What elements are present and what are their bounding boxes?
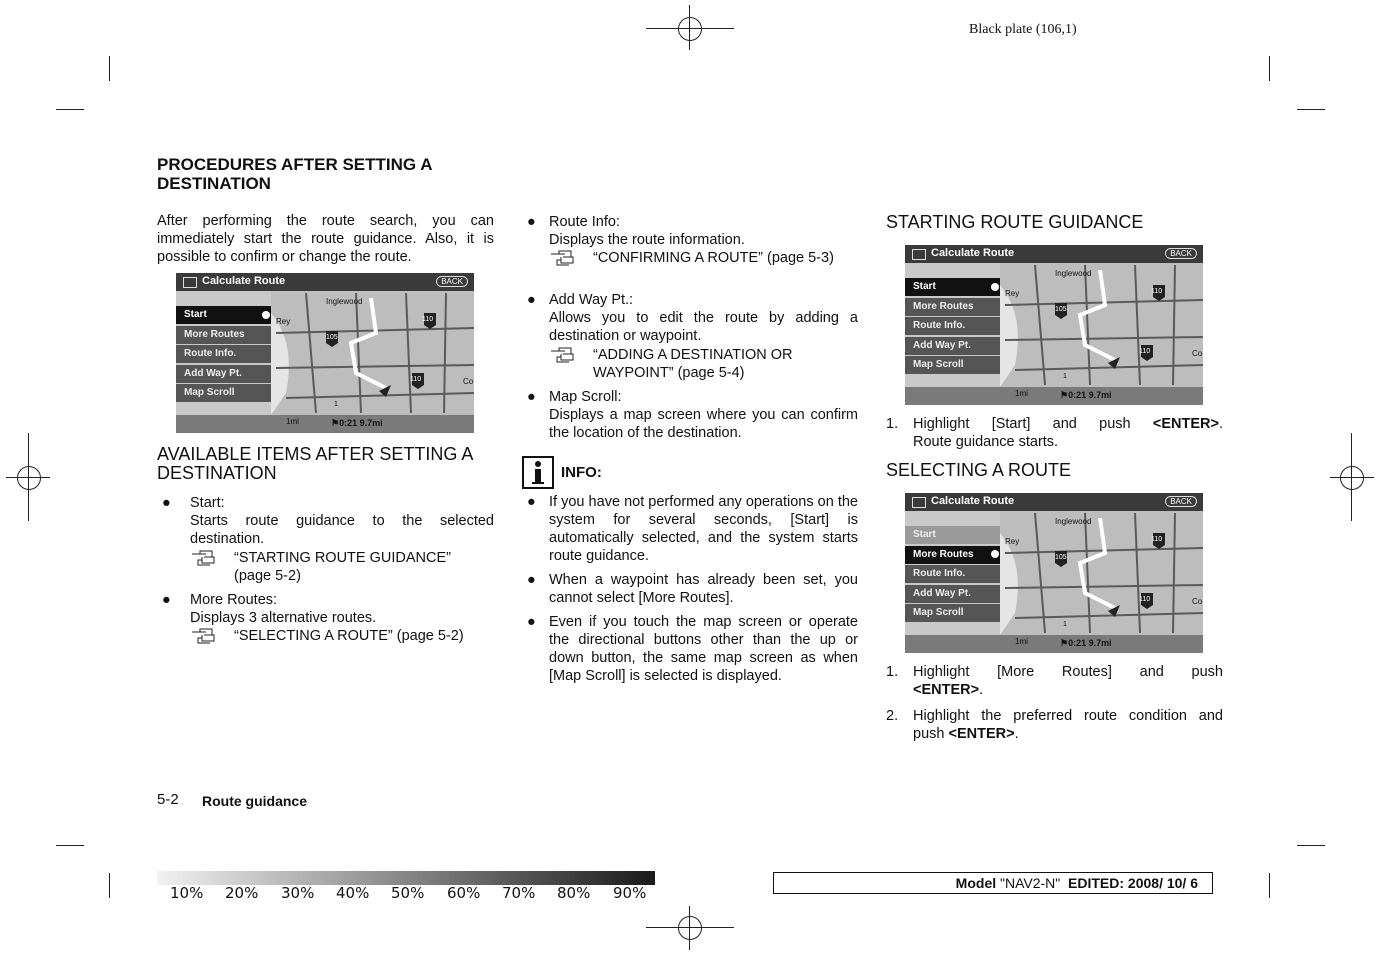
map-edge-label: Rey	[1005, 537, 1020, 546]
status-bar	[905, 387, 1203, 405]
percent-label: 70%	[502, 884, 536, 902]
step-prefix: push	[913, 726, 949, 742]
percent-label: 10%	[170, 884, 204, 902]
info-icon	[522, 456, 554, 489]
highway-shield: 110	[1139, 348, 1151, 355]
highway-shield: 110	[1151, 536, 1163, 543]
screen-menu	[905, 526, 1000, 624]
pointing-hand-icon	[549, 249, 579, 267]
enter-key: <ENTER>	[1152, 416, 1219, 432]
screen-title: Calculate Route	[931, 247, 1015, 259]
map-scale: 1mi	[1015, 389, 1028, 398]
screen-title: Calculate Route	[202, 275, 286, 287]
percent-label: 50%	[391, 884, 425, 902]
step-text	[913, 681, 983, 699]
pointing-hand-icon	[190, 627, 220, 645]
flag-icon: ⚑	[331, 418, 340, 428]
crop-mark	[56, 845, 84, 846]
step	[886, 707, 1223, 747]
status-bar	[905, 635, 1203, 653]
menu-item-route-info: Route Info.	[176, 345, 271, 363]
menu-item-map-scroll: Map Scroll	[176, 384, 271, 402]
bullet-icon: ●	[162, 592, 171, 608]
highway-shield: 1	[1063, 621, 1067, 628]
bullet-icon: ●	[527, 614, 536, 630]
eta	[331, 418, 383, 429]
bullet-icon: ●	[162, 495, 171, 511]
scroll-knob	[991, 283, 999, 291]
screen-title-bar	[905, 493, 1203, 511]
screen-title-bar	[176, 273, 474, 291]
highway-shield: 110	[422, 316, 434, 323]
section-heading: STARTING ROUTE GUIDANCE	[886, 212, 1144, 232]
crop-mark	[109, 873, 110, 898]
percent-label: 30%	[281, 884, 315, 902]
menu-item-map-scroll: Map Scroll	[905, 356, 1000, 374]
model-name: "NAV2-N"	[1000, 875, 1061, 891]
registration-line	[28, 433, 29, 521]
section-heading: SELECTING A ROUTE	[886, 460, 1072, 480]
highway-shield: 110	[410, 376, 422, 383]
eta-time: 0:21	[1068, 638, 1087, 648]
bullet-icon: ●	[527, 572, 536, 588]
map-edge-label: Co	[463, 377, 474, 386]
crop-mark	[1269, 873, 1270, 898]
highway-shield: 110	[1139, 596, 1151, 603]
highway-shield: 105	[326, 334, 338, 341]
status-bar	[176, 415, 474, 433]
menu-item-add-way-pt: Add Way Pt.	[905, 337, 1000, 355]
bullet-icon: ●	[527, 494, 536, 510]
enter-key: <ENTER>	[913, 682, 980, 698]
info-item	[527, 493, 858, 568]
map-scale: 1mi	[286, 417, 299, 426]
bullet-icon: ●	[527, 214, 536, 230]
step	[886, 663, 1223, 703]
reference-text: “SELECTING A ROUTE” (page 5-2)	[234, 628, 464, 644]
crop-mark	[109, 56, 110, 81]
page-number: 5-2	[157, 791, 179, 808]
menu-item-start: Start	[905, 526, 1000, 544]
registration-line	[646, 28, 734, 29]
info-glyph-icon	[524, 458, 552, 487]
menu-item-add-way-pt: Add Way Pt.	[905, 585, 1000, 603]
step-instruction: Highlight [More Routes] and push	[913, 664, 1223, 680]
distance: 9.7mi	[1088, 390, 1112, 400]
distance: 9.7mi	[359, 418, 383, 428]
plate-label: Black plate (106,1)	[969, 22, 1077, 37]
menu-item-map-scroll: Map Scroll	[905, 604, 1000, 622]
step-tail: .	[979, 682, 984, 698]
menu-item-start: Start	[176, 306, 271, 324]
menu-item-more-routes: More Routes	[905, 298, 1000, 316]
back-button: BACK	[1165, 496, 1197, 507]
bullet-icon: ●	[527, 389, 536, 405]
step-number: 1.	[886, 416, 899, 432]
registration-mark-left	[17, 466, 41, 490]
list-item	[162, 591, 494, 651]
item-description: Displays the route information.	[549, 232, 745, 248]
map-edge-label: Rey	[276, 317, 291, 326]
flag-icon: ⚑	[1060, 638, 1069, 648]
menu-item-add-way-pt: Add Way Pt.	[176, 365, 271, 383]
registration-line	[1351, 433, 1352, 521]
reference-text: “STARTING ROUTE GUIDANCE” (page 5-2)	[234, 550, 451, 584]
step-number: 2.	[886, 708, 899, 724]
step-result: Route guidance starts.	[913, 434, 1059, 450]
percent-label: 80%	[557, 884, 591, 902]
page-title: PROCEDURES AFTER SETTING A DESTINATION	[157, 155, 432, 193]
map-edge-label: Rey	[1005, 289, 1020, 298]
back-button: BACK	[1165, 248, 1197, 259]
step-instruction: Highlight the preferred route condition and	[913, 708, 1223, 724]
list-item	[527, 388, 858, 448]
screen-title-bar	[905, 245, 1203, 263]
registration-line	[1330, 477, 1374, 478]
step-text	[913, 725, 1019, 743]
enter-key: <ENTER>	[948, 726, 1015, 742]
pointing-hand-icon	[190, 549, 220, 567]
map-place-label: Inglewood	[1055, 269, 1092, 278]
info-item	[527, 613, 858, 688]
flag-icon: ⚑	[1060, 390, 1069, 400]
section-heading: AVAILABLE ITEMS AFTER SETTING A DESTINATION	[157, 444, 473, 483]
intro-paragraph: After performing the route search, you can immediately start the route guidance. Also, it is possible to confirm or change the route.	[157, 213, 494, 265]
highway-shield: 1	[334, 401, 338, 408]
registration-mark-top	[678, 17, 702, 41]
screen-menu	[176, 306, 271, 404]
step-number: 1.	[886, 664, 899, 680]
highway-shield: 105	[1055, 306, 1067, 313]
registration-mark-bottom	[678, 916, 702, 940]
screen-menu	[905, 278, 1000, 376]
item-label: Route Info:	[549, 214, 620, 230]
highway-shield: 1	[1063, 373, 1067, 380]
pointing-hand-icon	[549, 346, 579, 364]
reference-text: “CONFIRMING A ROUTE” (page 5-3)	[593, 250, 834, 266]
eta-time: 0:21	[339, 418, 358, 428]
menu-item-more-routes: More Routes	[176, 326, 271, 344]
crop-mark	[56, 109, 84, 110]
item-description: Allows you to edit the route by adding a destination or waypoint.	[549, 310, 858, 344]
percent-label: 20%	[225, 884, 259, 902]
menu-item-route-info: Route Info.	[905, 317, 1000, 335]
item-label: Add Way Pt.:	[549, 292, 634, 308]
step-instruction: Highlight [Start] and push	[913, 416, 1153, 432]
info-title: INFO:	[561, 464, 602, 481]
eta-time: 0:21	[1068, 390, 1087, 400]
nav-screen-image	[905, 493, 1203, 653]
gray-scale-bar	[157, 871, 655, 885]
step-tail: .	[1014, 726, 1019, 742]
crop-mark	[1269, 56, 1270, 81]
item-label: Map Scroll:	[549, 389, 622, 405]
step-text	[913, 415, 1223, 433]
percent-label: 60%	[447, 884, 481, 902]
step-tail: .	[1218, 416, 1223, 432]
eta	[1060, 638, 1112, 649]
item-label: Start:	[190, 495, 225, 511]
info-text: When a waypoint has already been set, you cannot select [More Routes].	[549, 572, 858, 606]
map-edge-label: Co	[1192, 349, 1203, 358]
list-item	[527, 291, 858, 391]
registration-mark-right	[1340, 466, 1364, 490]
eta	[1060, 390, 1112, 401]
registration-line	[689, 906, 690, 950]
menu-item-start: Start	[905, 278, 1000, 296]
info-text: If you have not performed any operations on the system for several seconds, [Start] is automatically selected, and the system starts route guidance.	[549, 494, 858, 564]
nav-screen-image	[176, 273, 474, 433]
scroll-knob	[262, 311, 270, 319]
model-prefix: Model	[955, 875, 1001, 891]
menu-item-more-routes: More Routes	[905, 546, 1000, 564]
scroll-knob	[991, 550, 999, 558]
distance: 9.7mi	[1088, 638, 1112, 648]
list-item	[162, 494, 494, 594]
info-item	[527, 571, 858, 611]
item-description: Starts route guidance to the selected destination.	[190, 513, 494, 547]
registration-line	[689, 5, 690, 50]
section-name: Route guidance	[202, 793, 308, 809]
item-description: Displays a map screen where you can confirm the location of the destination.	[549, 407, 858, 441]
crop-mark	[1297, 109, 1325, 110]
nav-screen-image	[905, 245, 1203, 405]
map-place-label: Inglewood	[1055, 517, 1092, 526]
item-label: More Routes:	[190, 592, 278, 608]
item-description: Displays 3 alternative routes.	[190, 610, 377, 626]
highway-shield: 110	[1151, 288, 1163, 295]
menu-item-route-info: Route Info.	[905, 565, 1000, 583]
highway-shield: 105	[1055, 554, 1067, 561]
screen-menu-icon	[183, 277, 197, 288]
screen-menu-icon	[912, 249, 926, 260]
model-box	[773, 872, 1213, 894]
registration-line	[646, 927, 734, 928]
screen-menu-icon	[912, 497, 926, 508]
reference-text: “ADDING A DESTINATION OR WAYPOINT” (page 5-4)	[593, 347, 793, 381]
edited-date: EDITED: 2008/ 10/ 6	[1068, 875, 1198, 891]
info-text: Even if you touch the map screen or operate the directional buttons other than the up or down button, the same map screen as when [Map Scroll] is selected is displayed.	[549, 614, 858, 684]
percent-label: 90%	[613, 884, 647, 902]
back-button: BACK	[436, 276, 468, 287]
map-edge-label: Co	[1192, 597, 1203, 606]
list-item	[527, 213, 858, 293]
map-scale: 1mi	[1015, 637, 1028, 646]
bullet-icon: ●	[527, 292, 536, 308]
crop-mark	[1297, 845, 1325, 846]
screen-title: Calculate Route	[931, 495, 1015, 507]
percent-label: 40%	[336, 884, 370, 902]
map-place-label: Inglewood	[326, 297, 363, 306]
